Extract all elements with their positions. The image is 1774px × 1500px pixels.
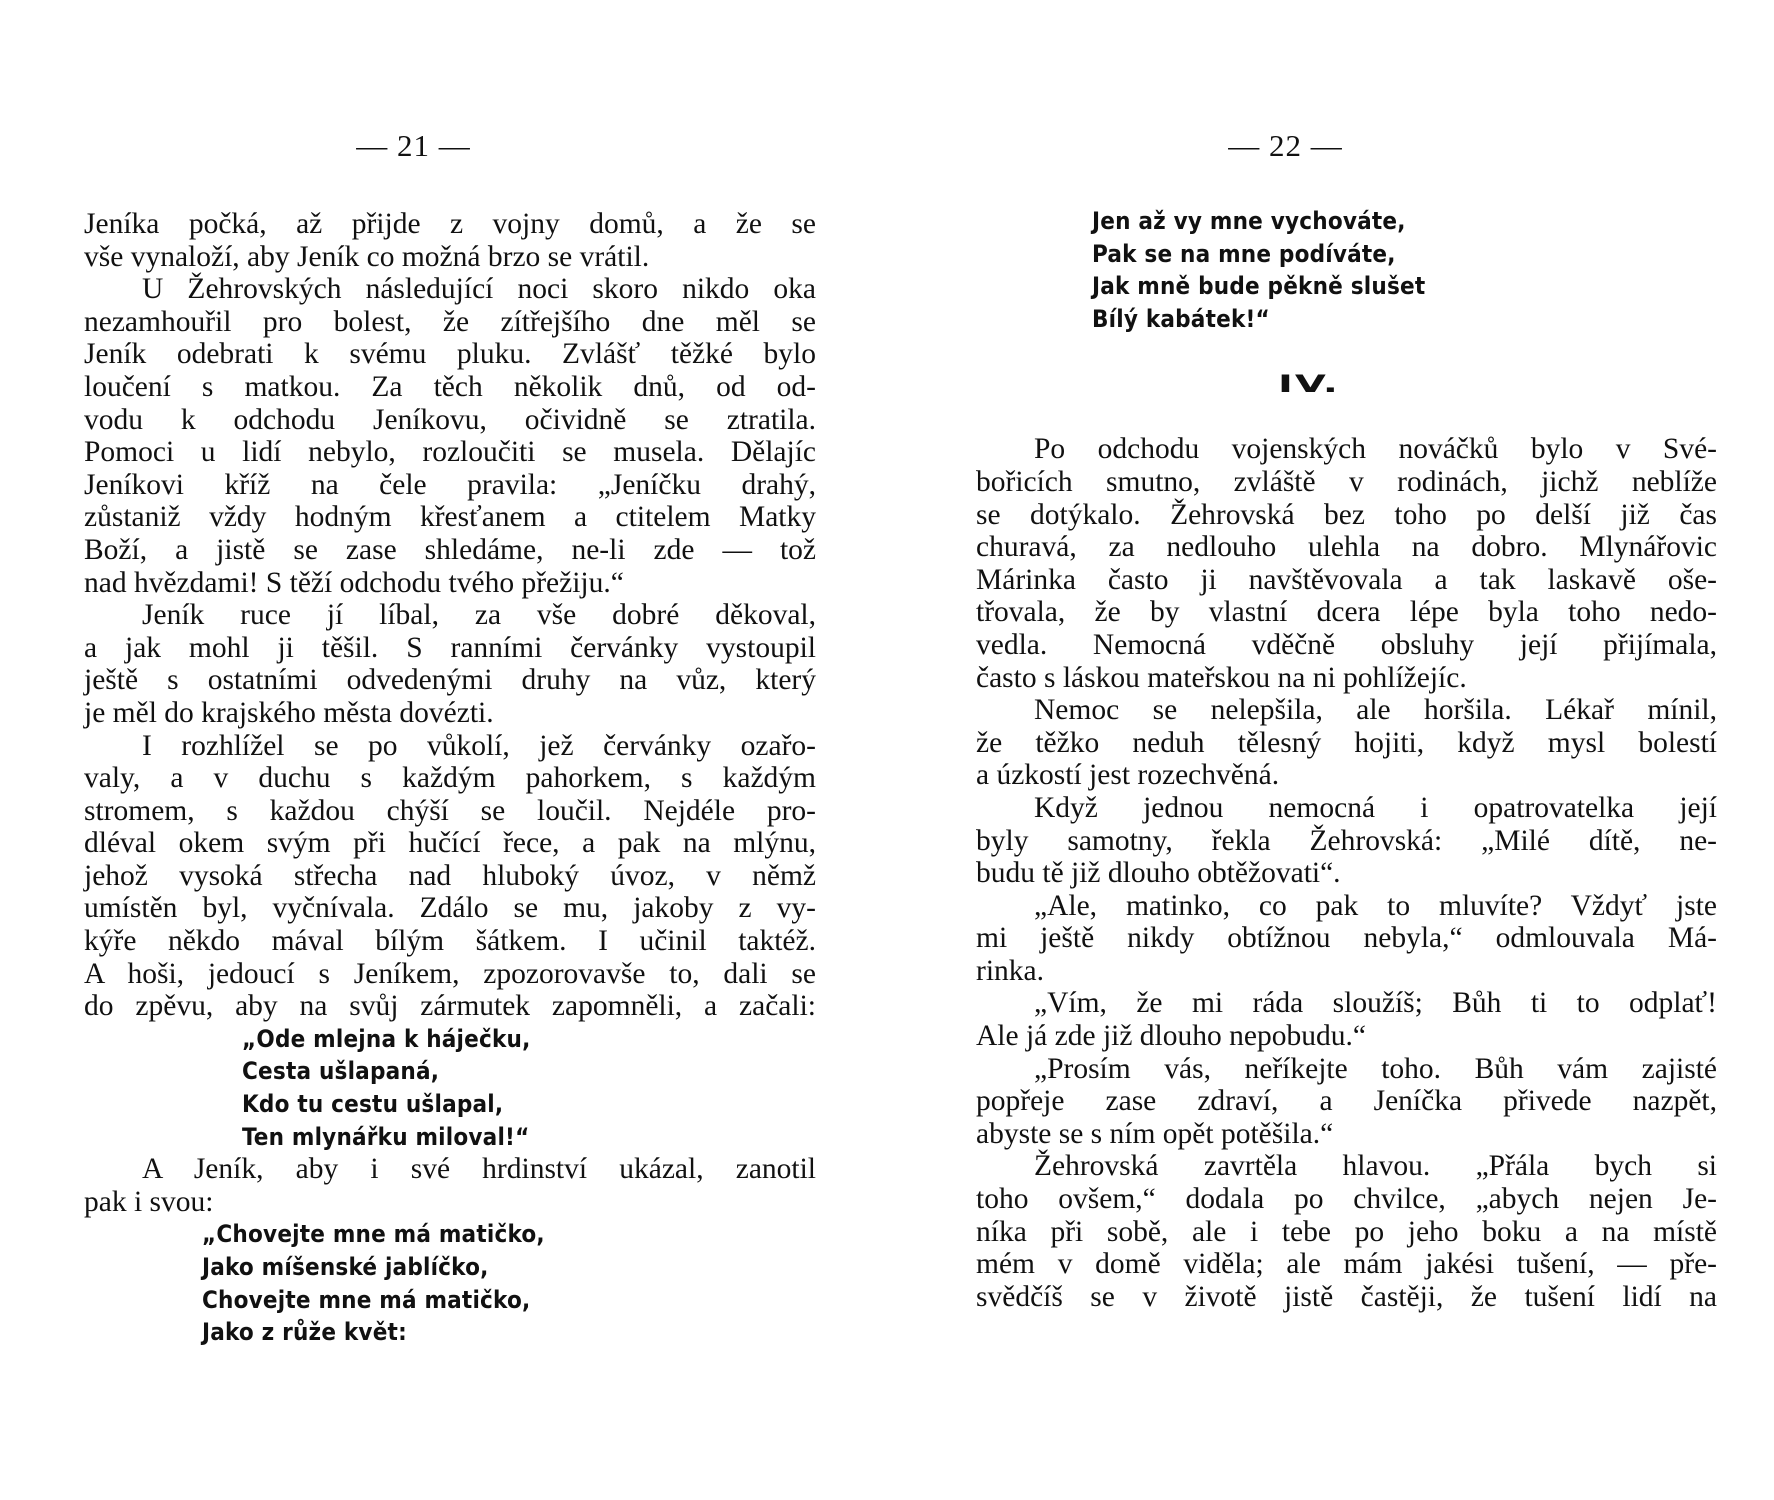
song-verse-line: Jen až vy mne vychováte,: [1092, 207, 1406, 235]
paragraph-end-line: často s láskou mateřskou na ni pohlížejíc.: [976, 661, 1467, 694]
text-line: Márinka často ji navštěvovala a tak laskavě oše-: [976, 563, 1717, 596]
text-line: jehož vysoká střecha nad hluboký úvoz, v němž: [84, 859, 816, 892]
paragraph-end-line: a úzkostí jest rozechvěná.: [976, 759, 1280, 792]
text-line: kýře někdo mával bílým šátkem. I učinil taktéž.: [84, 925, 816, 958]
song-verse-line: Jako z růže květ:: [202, 1318, 407, 1347]
paragraph-start-line: U Žehrovských následující noci skoro nikdo oka: [142, 273, 816, 306]
right-page: [887, 0, 1774, 1500]
paragraph-end-line: budu tě již dlouho obtěžovati“.: [976, 857, 1341, 890]
paragraph-end-line: nad hvězdami! S těží odchodu tvého přežiju.“: [84, 566, 624, 599]
paragraph-start-line: „Vím, že mi ráda sloužíš; Bůh ti to odplať!: [1034, 987, 1717, 1020]
text-line: umístěn byl, vyčnívala. Zdálo se mu, jakoby z vy-: [84, 892, 816, 925]
text-line: se dotýkalo. Žehrovská bez toho po delší již čas: [976, 498, 1717, 531]
song-verse-line: Ten mlynářku miloval!“: [242, 1122, 530, 1151]
song-verse-line: Kdo tu cestu ušlapal,: [242, 1090, 504, 1119]
text-line: mi ještě nikdy obtížnou nebyla,“ odmlouvala Má-: [976, 922, 1717, 955]
text-line: dléval okem svým při hučící řece, a pak na mlýnu,: [84, 827, 816, 860]
text-line: Pomoci u lidí nebylo, rozloučiti se musela. Dělajíc: [84, 436, 816, 469]
paragraph-end-line: rinka.: [976, 954, 1044, 987]
paragraph-start-line: Žehrovská zavrtěla hlavou. „Přála bych si: [1034, 1150, 1717, 1183]
text-line: Jeníka počká, až přijde z vojny domů, a že se: [84, 208, 816, 240]
song-verse-line: Bílý kabátek!“: [1092, 304, 1270, 333]
text-line: třovala, že by vlastní dcera lépe byla toho nedo-: [976, 596, 1717, 629]
paragraph-start-line: Nemoc se nelepšila, ale horšila. Lékař mínil,: [1034, 694, 1717, 727]
text-line: toho ovšem,“ dodala po chvilce, „abych nejen Je-: [976, 1183, 1717, 1216]
song-verse-line: Chovejte mne má matičko,: [202, 1285, 531, 1314]
page-number-left: — 21 —: [356, 128, 471, 163]
paragraph-end-line: Ale já zde již dlouho nepobudu.“: [976, 1020, 1366, 1053]
left-page-text: [84, 208, 816, 1349]
song-verse-line: Jak mně bude pěkně slušet: [1092, 272, 1426, 301]
paragraph-start-line: A Jeník, aby i své hrdinství ukázal, zanotil: [142, 1153, 816, 1186]
text-line: zůstaniž vždy hodným křesťanem a ctitelem Matky: [84, 501, 816, 534]
text-line: nezamhouřil pro bolest, že zítřejšího dne měl se: [84, 305, 816, 338]
text-line: do zpěvu, aby na svůj zármutek zapomněli, a začali:: [84, 990, 816, 1023]
text-line: že těžko neduh tělesný hojiti, když mysl bolestí: [976, 726, 1717, 759]
paragraph-start-line: I rozhlížel se po vůkolí, jež červánky ozařo-: [142, 729, 816, 762]
text-line: níka při sobě, ale i tebe po jeho boku a na místě: [976, 1215, 1717, 1248]
paragraph-start-line: Když jednou nemocná i opatrovatelka její: [1034, 791, 1717, 824]
text-line: vedla. Nemocná vděčně obsluhy její přijímala,: [976, 628, 1717, 661]
paragraph-start-line: „Prosím vás, neříkejte toho. Bůh vám zajisté: [1034, 1052, 1717, 1085]
text-line: Jeníkovi kříž na čele pravila: „Jeníčku drahý,: [84, 468, 816, 501]
text-line: Boží, a jistě se zase shledáme, ne-li zde — tož: [84, 533, 816, 566]
paragraph-end-line: je měl do krajského města dovézti.: [84, 696, 494, 729]
text-line: mém v domě viděla; ale mám jakési tušení, — pře-: [976, 1248, 1717, 1281]
song-verse-line: Jako míšenské jablíčko,: [202, 1253, 489, 1281]
text-line: a jak mohl ji těšil. S ranními červánky vystoupil: [84, 631, 816, 664]
text-line: bořicích smutno, zvláště v rodinách, jichž neblíže: [976, 465, 1717, 498]
paragraph-end-line: pak i svou:: [84, 1185, 214, 1218]
paragraph-start-line: Po odchodu vojenských nováčků bylo v Své-: [1034, 433, 1717, 466]
chapter-heading: IV.: [1278, 370, 1340, 399]
text-line: valy, a v duchu s každým pahorkem, s každým: [84, 762, 816, 795]
song-verse-line: Cesta ušlapaná,: [242, 1057, 440, 1086]
text-line: popřeje zase zdraví, a Jeníčka přivede nazpět,: [976, 1085, 1717, 1118]
song-verse-line: „Ode mlejna k háječku,: [242, 1024, 531, 1053]
text-line: byly samotny, řekla Žehrovská: „Milé dítě, ne-: [976, 824, 1717, 857]
text-line: Jeník odebrati k svému pluku. Zvlášť těžké bylo: [84, 338, 816, 371]
text-line: vodu k odchodu Jeníkovu, očividně se ztratila.: [84, 403, 816, 436]
text-line: churavá, za nedlouho ulehla na dobro. Mlynářovic: [976, 531, 1717, 564]
page-number-right: — 22 —: [1228, 128, 1343, 163]
text-line: stromem, s každou chýší se loučil. Nejdéle pro-: [84, 794, 816, 827]
text-line: svědčíš se v životě jistě častěji, že tušení lidí na: [976, 1280, 1717, 1313]
right-page-text: [976, 205, 1717, 1313]
paragraph-start-line: Jeník ruce jí líbal, za vše dobré děkoval,: [142, 599, 816, 632]
paragraph-end-line: abyste se s ním opět potěšila.“: [976, 1117, 1334, 1150]
paragraph-end-line: vše vynaloží, aby Jeník co možná brzo se vrátil.: [84, 240, 650, 273]
text-line: loučení s matkou. Za těch několik dnů, od od-: [84, 370, 816, 403]
paragraph-start-line: „Ale, matinko, co pak to mluvíte? Vždyť jste: [1034, 889, 1717, 922]
text-line: ještě s ostatními odvedenými druhy na vůz, který: [84, 664, 816, 697]
song-verse-line: „Chovejte mne má matičko,: [202, 1220, 545, 1249]
song-verse-line: Pak se na mne podíváte,: [1092, 239, 1396, 268]
text-line: A hoši, jedoucí s Jeníkem, zpozorovavše to, dali se: [84, 957, 816, 990]
